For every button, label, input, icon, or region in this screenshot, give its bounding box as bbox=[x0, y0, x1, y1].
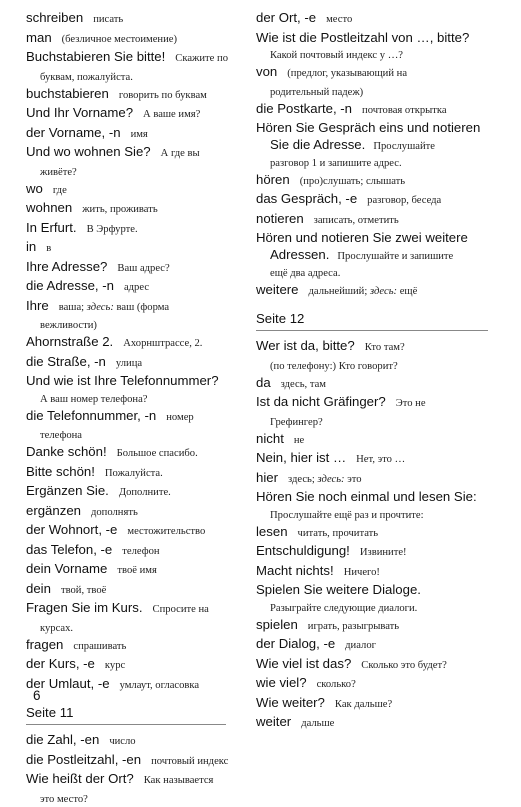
entry-continuation bbox=[26, 790, 248, 807]
russian-translation: здесь; здесь: это bbox=[288, 473, 362, 485]
russian-translation-continued: (по телефону:) Кто говорит? bbox=[270, 360, 398, 372]
russian-translation: жить, проживать bbox=[82, 204, 158, 215]
russian-translation: Извините! bbox=[359, 547, 407, 558]
russian-translation: адрес bbox=[123, 282, 150, 293]
entry-continuation bbox=[256, 599, 506, 616]
russian-translation: разговор, беседа bbox=[367, 195, 442, 206]
russian-translation: Нет, это … bbox=[356, 454, 406, 465]
vocab-entry bbox=[26, 48, 248, 85]
vocab-entry bbox=[256, 374, 506, 394]
russian-translation-continued: Прослушайте bbox=[373, 140, 435, 152]
entry-continuation bbox=[26, 316, 248, 333]
russian-translation: писать bbox=[93, 14, 124, 25]
russian-translation: Как называется bbox=[143, 775, 214, 786]
vocab-entry bbox=[26, 636, 248, 656]
russian-translation: в bbox=[46, 243, 52, 254]
entry-continuation bbox=[256, 413, 506, 430]
german-term: schreiben bbox=[26, 10, 84, 25]
entry-continuation bbox=[26, 163, 248, 180]
german-term: Bitte schön! bbox=[26, 463, 95, 479]
vocab-entry bbox=[26, 297, 248, 334]
vocab-entry bbox=[26, 104, 248, 124]
russian-translation: Пожалуйста. bbox=[104, 467, 163, 479]
russian-translation: Скажите по bbox=[175, 53, 228, 64]
german-term: der Vorname, -n bbox=[26, 124, 121, 140]
russian-translation: число bbox=[109, 736, 136, 747]
german-term: der Wohnort, -e bbox=[26, 522, 118, 537]
russian-translation: В Эрфурте. bbox=[86, 223, 138, 235]
section-divider bbox=[26, 724, 226, 725]
vocab-entry bbox=[256, 581, 506, 616]
german-term: die Zahl, -en bbox=[26, 732, 100, 747]
vocab-entry bbox=[26, 502, 248, 522]
entry-continuation bbox=[26, 390, 248, 407]
german-term: weitere bbox=[256, 281, 299, 297]
russian-translation: имя bbox=[130, 128, 148, 140]
german-term: Wie ist die Postleitzahl von …, bitte? bbox=[256, 29, 470, 45]
russian-translation: местожительство bbox=[127, 526, 206, 537]
german-term: Buchstabieren Sie bitte! bbox=[26, 49, 166, 64]
vocab-entry bbox=[256, 449, 506, 469]
russian-translation-continued: Разыграйте следующие диалоги. bbox=[270, 602, 418, 614]
russian-translation: играть, разыгрывать bbox=[307, 620, 400, 632]
section-seite-12 bbox=[256, 309, 506, 331]
entry-continuation bbox=[26, 68, 248, 85]
german-term: Entschuldigung! bbox=[256, 543, 350, 558]
vocab-entry bbox=[26, 199, 248, 219]
vocab-entry bbox=[26, 560, 248, 580]
entry-continuation bbox=[256, 46, 506, 63]
vocab-entry bbox=[256, 337, 506, 374]
russian-translation-continued: телефона bbox=[40, 430, 82, 441]
german-term: die Postkarte, -n bbox=[256, 100, 353, 116]
german-term: nicht bbox=[256, 430, 284, 446]
right-column bbox=[256, 9, 506, 733]
russian-translation-continued: Прослушайте ещё раз и прочтите: bbox=[270, 509, 424, 521]
german-term: von bbox=[256, 64, 278, 79]
entry-continuation bbox=[256, 137, 506, 154]
entry-continuation bbox=[256, 357, 506, 374]
german-term: die Straße, -n bbox=[26, 353, 106, 369]
section-title: Seite 12 bbox=[256, 311, 305, 326]
russian-translation: дальнейший; здесь: ещё bbox=[308, 285, 418, 297]
russian-translation: (предлог, указывающий на bbox=[287, 68, 408, 79]
left-entries-top bbox=[26, 9, 248, 694]
entry-continuation bbox=[26, 426, 248, 443]
vocab-entry bbox=[256, 655, 506, 675]
vocab-entry bbox=[26, 9, 248, 29]
russian-translation-continued: А ваш номер телефона? bbox=[40, 393, 148, 405]
german-term: der Umlaut, -e bbox=[26, 675, 110, 691]
russian-translation-continued: родительный падеж) bbox=[270, 86, 364, 98]
german-term: Macht nichts! bbox=[256, 562, 334, 578]
russian-translation-continued: Грефингер? bbox=[270, 416, 323, 428]
vocab-entry bbox=[256, 63, 506, 100]
german-term: der Ort, -e bbox=[256, 10, 317, 25]
vocab-entry bbox=[256, 469, 506, 489]
german-term: Hören Sie Gespräch eins und notieren bbox=[256, 120, 481, 135]
russian-translation: здесь, там bbox=[280, 378, 327, 390]
vocab-entry bbox=[26, 180, 248, 200]
vocab-entry bbox=[26, 521, 248, 541]
vocab-entry bbox=[256, 542, 506, 562]
german-term: Wie heißt der Ort? bbox=[26, 771, 134, 786]
vocab-entry bbox=[26, 443, 248, 463]
russian-translation: курс bbox=[104, 660, 126, 671]
german-term: das Telefon, -e bbox=[26, 541, 113, 557]
russian-translation: говорить по буквам bbox=[118, 89, 207, 101]
german-term: Hören und notieren Sie zwei weitere bbox=[256, 230, 468, 245]
russian-translation: Это не bbox=[395, 398, 426, 409]
vocab-entry bbox=[256, 119, 506, 171]
russian-translation: умлаут, огласовка bbox=[119, 679, 200, 691]
russian-translation: не bbox=[293, 434, 305, 446]
entry-continuation bbox=[256, 506, 506, 523]
german-term: Ihre bbox=[26, 297, 49, 313]
vocab-entry bbox=[26, 277, 248, 297]
russian-translation: где bbox=[52, 184, 67, 196]
german-term: die Adresse, -n bbox=[26, 278, 114, 293]
russian-translation: дополнять bbox=[91, 506, 138, 518]
russian-translation: А ваше имя? bbox=[143, 109, 201, 120]
german-term: Wie viel ist das? bbox=[256, 655, 352, 671]
vocab-entry bbox=[26, 541, 248, 561]
russian-translation: Ваш адрес? bbox=[117, 262, 170, 274]
russian-translation: спрашивать bbox=[73, 640, 127, 652]
vocab-entry bbox=[26, 655, 248, 675]
vocab-entry bbox=[256, 694, 506, 714]
russian-translation: сколько? bbox=[316, 679, 356, 690]
german-term: wohnen bbox=[26, 200, 73, 215]
german-term: hören bbox=[256, 171, 290, 187]
vocab-entry bbox=[26, 258, 248, 278]
german-term: Ihre Adresse? bbox=[26, 258, 108, 274]
vocab-entry bbox=[26, 353, 248, 373]
vocab-entry bbox=[256, 9, 506, 29]
german-term: Hören Sie noch einmal und lesen Sie: bbox=[256, 489, 477, 504]
german-term: Ahornstraße 2. bbox=[26, 334, 114, 349]
right-entries-bottom bbox=[256, 337, 506, 733]
german-term: ergänzen bbox=[26, 502, 81, 518]
entry-continuation bbox=[256, 247, 506, 264]
vocab-entry bbox=[26, 29, 248, 49]
vocab-entry bbox=[256, 523, 506, 543]
russian-translation-continued: ещё два адреса. bbox=[270, 267, 341, 279]
russian-translation: диалог bbox=[345, 640, 376, 651]
vocab-entry bbox=[256, 713, 506, 733]
russian-translation: дальше bbox=[301, 718, 335, 729]
page-number: 6 bbox=[33, 688, 41, 703]
russian-translation: твой, твоё bbox=[60, 584, 107, 596]
german-term: die Postleitzahl, -en bbox=[26, 751, 142, 767]
russian-translation-continued: вежливости) bbox=[40, 320, 97, 331]
vocab-entry bbox=[256, 635, 506, 655]
german-term: lesen bbox=[256, 523, 288, 539]
vocab-entry bbox=[26, 751, 248, 771]
russian-translation: твоё имя bbox=[117, 565, 157, 576]
vocab-entry bbox=[26, 124, 248, 144]
russian-translation: почтовая открытка bbox=[362, 104, 447, 116]
vocab-entry bbox=[26, 580, 248, 600]
russian-translation: место bbox=[326, 14, 353, 25]
vocab-entry bbox=[26, 143, 248, 180]
russian-translation: Ничего! bbox=[343, 566, 380, 578]
russian-translation: записать, отметить bbox=[313, 214, 399, 226]
vocab-entry bbox=[26, 372, 248, 407]
german-term: die Telefonnummer, -n bbox=[26, 407, 157, 423]
german-term: da bbox=[256, 374, 271, 390]
german-term-continued: Sie die Adresse. bbox=[270, 136, 366, 152]
vocab-entry bbox=[256, 29, 506, 64]
german-term: wie viel? bbox=[256, 675, 307, 690]
russian-translation: А где вы bbox=[160, 148, 200, 159]
german-term: spielen bbox=[256, 616, 298, 632]
russian-translation-continued: разговор 1 и запишите адрес. bbox=[270, 157, 402, 169]
entry-continuation bbox=[256, 154, 506, 171]
german-term: Spielen Sie weitere Dialoge. bbox=[256, 582, 421, 597]
vocab-entry bbox=[256, 430, 506, 450]
german-term: Nein, hier ist … bbox=[256, 450, 347, 465]
russian-translation-continued: это место? bbox=[40, 793, 88, 805]
vocab-entry bbox=[256, 562, 506, 582]
german-term: Fragen Sie im Kurs. bbox=[26, 600, 143, 615]
russian-translation-continued: Какой почтовый индекс у …? bbox=[270, 50, 404, 61]
vocab-entry bbox=[26, 482, 248, 502]
russian-translation-continued: курсах. bbox=[40, 622, 74, 634]
russian-translation: (про)слушать; слышать bbox=[299, 175, 406, 187]
german-term: In Erfurt. bbox=[26, 219, 77, 235]
german-term: in bbox=[26, 239, 37, 254]
russian-translation: читать, прочитать bbox=[297, 527, 379, 539]
russian-translation-continued: буквам, пожалуйста. bbox=[40, 71, 133, 83]
vocab-entry bbox=[26, 770, 248, 807]
vocab-entry bbox=[256, 210, 506, 230]
german-term: Wie weiter? bbox=[256, 694, 325, 710]
russian-translation: Большое спасибо. bbox=[116, 448, 198, 459]
left-entries-bottom bbox=[26, 731, 248, 807]
vocab-entry bbox=[256, 674, 506, 694]
german-term: Und wie ist Ihre Telefonnummer? bbox=[26, 373, 219, 388]
german-term: weiter bbox=[256, 714, 292, 729]
german-term: man bbox=[26, 29, 52, 45]
german-term: Ergänzen Sie. bbox=[26, 483, 109, 498]
section-title: Seite 11 bbox=[26, 705, 74, 720]
right-entries-top bbox=[256, 9, 506, 300]
russian-translation-continued: Прослушайте и запишите bbox=[337, 250, 454, 262]
russian-translation: улица bbox=[115, 357, 143, 369]
vocab-entry bbox=[256, 488, 506, 523]
entry-continuation bbox=[26, 619, 248, 636]
german-term: das Gespräch, -e bbox=[256, 191, 358, 206]
left-column bbox=[26, 9, 248, 807]
vocab-entry bbox=[256, 393, 506, 430]
russian-translation: Кто там? bbox=[364, 342, 405, 353]
vocab-entry bbox=[26, 731, 248, 751]
german-term: Ist da nicht Gräfinger? bbox=[256, 394, 386, 409]
german-term: Danke schön! bbox=[26, 444, 107, 459]
german-term: dein Vorname bbox=[26, 561, 108, 576]
german-term: Und Ihr Vorname? bbox=[26, 105, 134, 120]
russian-translation: (безличное местоимение) bbox=[61, 33, 177, 45]
german-term: hier bbox=[256, 469, 278, 485]
russian-translation: Сколько это будет? bbox=[361, 659, 447, 671]
russian-translation-continued: живёте? bbox=[40, 166, 77, 178]
german-term: fragen bbox=[26, 636, 64, 652]
vocab-entry bbox=[256, 616, 506, 636]
vocab-entry bbox=[256, 100, 506, 120]
russian-translation: Дополните. bbox=[118, 487, 171, 498]
russian-translation: Спросите на bbox=[152, 604, 209, 615]
vocab-entry bbox=[256, 171, 506, 191]
german-term: dein bbox=[26, 580, 51, 596]
russian-translation: номер bbox=[166, 411, 194, 423]
vocab-entry bbox=[26, 85, 248, 105]
vocab-entry bbox=[26, 463, 248, 483]
vocab-entry bbox=[26, 675, 248, 695]
vocab-entry bbox=[256, 190, 506, 210]
german-term: notieren bbox=[256, 210, 304, 226]
vocab-entry bbox=[256, 229, 506, 281]
entry-continuation bbox=[256, 264, 506, 281]
russian-translation: почтовый индекс bbox=[151, 755, 229, 767]
vocab-entry bbox=[26, 238, 248, 258]
german-term: wo bbox=[26, 180, 43, 196]
section-divider bbox=[256, 330, 488, 331]
russian-translation: ваша; здесь: ваш (форма bbox=[58, 301, 170, 313]
german-term: Wer ist da, bitte? bbox=[256, 338, 355, 353]
russian-translation: телефон bbox=[122, 545, 160, 557]
german-term: der Dialog, -e bbox=[256, 636, 336, 651]
section-seite-11 bbox=[26, 703, 248, 725]
german-term: Und wo wohnen Sie? bbox=[26, 144, 151, 159]
entry-continuation bbox=[256, 83, 506, 100]
german-term: buchstabieren bbox=[26, 85, 109, 101]
vocab-entry bbox=[26, 407, 248, 444]
russian-translation: Ахорнштрассе, 2. bbox=[123, 338, 203, 349]
vocab-entry bbox=[26, 333, 248, 353]
german-term-continued: Adressen. bbox=[270, 246, 330, 262]
vocab-entry bbox=[26, 219, 248, 239]
russian-translation: Как дальше? bbox=[334, 698, 393, 710]
vocab-entry bbox=[26, 599, 248, 636]
vocab-entry bbox=[256, 281, 506, 301]
german-term: der Kurs, -e bbox=[26, 656, 95, 671]
